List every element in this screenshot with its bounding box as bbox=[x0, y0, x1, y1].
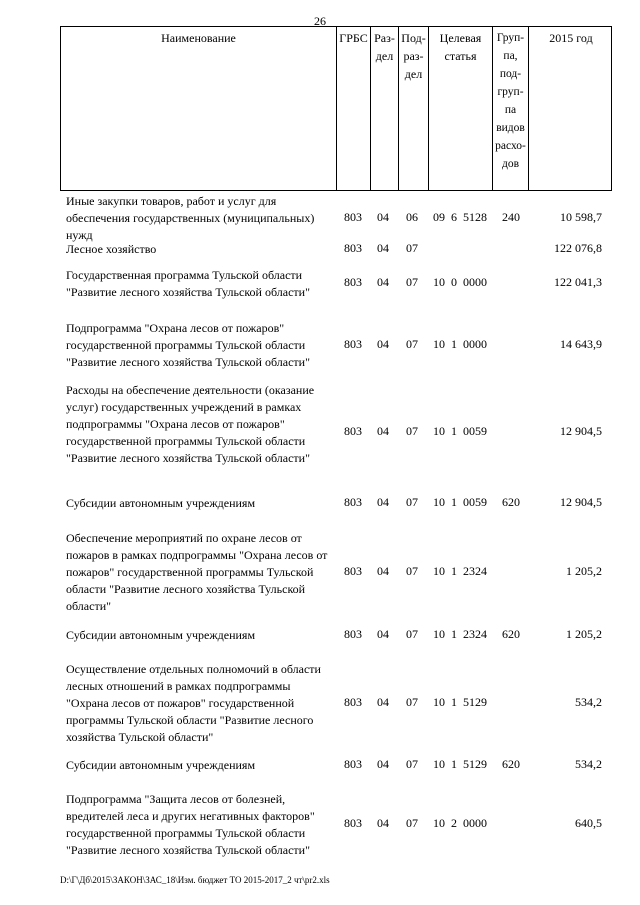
cell-target-article: 10 2 0000 bbox=[433, 816, 487, 830]
cell-razdel: 04 bbox=[377, 495, 389, 509]
cell-target-article: 10 0 0000 bbox=[433, 275, 487, 289]
table-row bbox=[60, 627, 612, 644]
table-row bbox=[60, 382, 612, 484]
header-target: Целевая статья bbox=[428, 27, 492, 190]
cell-amount-2015: 12 904,5 bbox=[560, 424, 602, 438]
cell-target-article: 10 1 2324 bbox=[433, 627, 487, 641]
cell-amount-2015: 1 205,2 bbox=[566, 564, 602, 578]
cell-target-article: 10 1 0059 bbox=[433, 424, 487, 438]
cell-grbs: 803 bbox=[344, 241, 362, 255]
cell-podrazdel: 07 bbox=[406, 275, 418, 289]
cell-amount-2015: 122 076,8 bbox=[554, 241, 602, 255]
cell-amount-2015: 1 205,2 bbox=[566, 627, 602, 641]
cell-name: Иные закупки товаров, работ и услуг для обеспечения государственных (муниципальных) нужд bbox=[66, 194, 315, 242]
cell-podrazdel: 07 bbox=[406, 241, 418, 255]
cell-podrazdel: 07 bbox=[406, 816, 418, 830]
cell-target-article: 10 1 2324 bbox=[433, 564, 487, 578]
cell-podrazdel: 07 bbox=[406, 627, 418, 641]
cell-podrazdel: 07 bbox=[406, 337, 418, 351]
table-row bbox=[60, 320, 612, 371]
cell-podrazdel: 07 bbox=[406, 564, 418, 578]
table-row bbox=[60, 530, 612, 615]
cell-target-article: 09 6 5128 bbox=[433, 210, 487, 224]
table-row bbox=[60, 757, 612, 774]
cell-name: Подпрограмма "Охрана лесов от пожаров" государственной программы Тульской области "Развитие лесного хозяйства Тульской области" bbox=[66, 321, 310, 369]
cell-target-article: 10 1 0000 bbox=[433, 337, 487, 351]
cell-grbs: 803 bbox=[344, 495, 362, 509]
cell-razdel: 04 bbox=[377, 241, 389, 255]
cell-razdel: 04 bbox=[377, 275, 389, 289]
cell-razdel: 04 bbox=[377, 210, 389, 224]
table-row bbox=[60, 495, 612, 512]
cell-name: Субсидии автономным учреждениям bbox=[66, 496, 256, 510]
cell-amount-2015: 534,2 bbox=[575, 695, 602, 709]
table-header bbox=[60, 26, 612, 191]
cell-podrazdel: 07 bbox=[406, 495, 418, 509]
table-row bbox=[60, 241, 612, 258]
cell-amount-2015: 534,2 bbox=[575, 757, 602, 771]
cell-grbs: 803 bbox=[344, 757, 362, 771]
cell-name: Осуществление отдельных полномочий в области лесных отношений в рамках подпрограммы "Охрана лесов от пожаров" государственной программы Тульской области "Развитие лесного хозяйства Тульской области" bbox=[66, 662, 321, 744]
cell-grbs: 803 bbox=[344, 627, 362, 641]
cell-name: Субсидии автономным учреждениям bbox=[66, 628, 256, 642]
cell-grbs: 803 bbox=[344, 816, 362, 830]
cell-razdel: 04 bbox=[377, 337, 389, 351]
cell-razdel: 04 bbox=[377, 564, 389, 578]
cell-podrazdel: 07 bbox=[406, 757, 418, 771]
cell-grbs: 803 bbox=[344, 424, 362, 438]
cell-razdel: 04 bbox=[377, 627, 389, 641]
cell-name: Государственная программа Тульской области "Развитие лесного хозяйства Тульской области" bbox=[66, 268, 310, 299]
table-row bbox=[60, 661, 612, 746]
header-name: Наименование bbox=[161, 31, 236, 45]
cell-target-article: 10 1 5129 bbox=[433, 695, 487, 709]
cell-razdel: 04 bbox=[377, 757, 389, 771]
cell-amount-2015: 14 643,9 bbox=[560, 337, 602, 351]
cell-amount-2015: 122 041,3 bbox=[554, 275, 602, 289]
cell-target-article: 10 1 0059 bbox=[433, 495, 487, 509]
cell-razdel: 04 bbox=[377, 424, 389, 438]
header-razdel: Раз- дел bbox=[370, 27, 398, 190]
cell-name: Лесное хозяйство bbox=[66, 242, 157, 256]
cell-podrazdel: 06 bbox=[406, 210, 418, 224]
cell-name: Расходы на обеспечение деятельности (оказание услуг) государственных учреждений в рамках подпрограммы "Охрана лесов от пожаров" государственной программы Тульской области "Развитие лесного хозяйства Тульской области" bbox=[66, 383, 315, 465]
table-row bbox=[60, 267, 612, 301]
cell-grbs: 803 bbox=[344, 337, 362, 351]
header-grbs: ГРБС bbox=[336, 27, 370, 190]
cell-grbs: 803 bbox=[344, 275, 362, 289]
header-podrazdel: Под- раз- дел bbox=[398, 27, 428, 190]
cell-target-article: 10 1 5129 bbox=[433, 757, 487, 771]
cell-podrazdel: 07 bbox=[406, 424, 418, 438]
cell-name: Обеспечение мероприятий по охране лесов от пожаров в рамках подпрограммы "Охрана лесов от пожаров" государственной программы Тульской области "Развитие лесного хозяйства Тульской области" bbox=[66, 531, 328, 613]
cell-name: Субсидии автономным учреждениям bbox=[66, 758, 256, 772]
cell-expense-group: 620 bbox=[502, 757, 520, 771]
cell-grbs: 803 bbox=[344, 564, 362, 578]
cell-expense-group: 620 bbox=[502, 495, 520, 509]
cell-amount-2015: 12 904,5 bbox=[560, 495, 602, 509]
cell-razdel: 04 bbox=[377, 816, 389, 830]
cell-name: Подпрограмма "Защита лесов от болезней, вредителей леса и других негативных факторов" государственной программы Тульской области "Развитие лесного хозяйства Тульской области" bbox=[66, 792, 315, 857]
file-path-footer: D:\Г\Дб\2015\ЗАКОН\ЗАС_18\Изм. бюджет ТО 2015-2017_2 чт\pr2.xls bbox=[60, 875, 330, 885]
cell-grbs: 803 bbox=[344, 695, 362, 709]
cell-expense-group: 240 bbox=[502, 210, 520, 224]
header-group: Груп- па, под- груп- па видов расхо- дов bbox=[492, 27, 528, 190]
cell-amount-2015: 10 598,7 bbox=[560, 210, 602, 224]
table-row bbox=[60, 193, 612, 244]
cell-grbs: 803 bbox=[344, 210, 362, 224]
cell-amount-2015: 640,5 bbox=[575, 816, 602, 830]
page-number: 26 bbox=[314, 14, 326, 28]
cell-razdel: 04 bbox=[377, 695, 389, 709]
header-year: 2015 год bbox=[528, 27, 613, 190]
cell-expense-group: 620 bbox=[502, 627, 520, 641]
table-row bbox=[60, 791, 612, 859]
cell-podrazdel: 07 bbox=[406, 695, 418, 709]
